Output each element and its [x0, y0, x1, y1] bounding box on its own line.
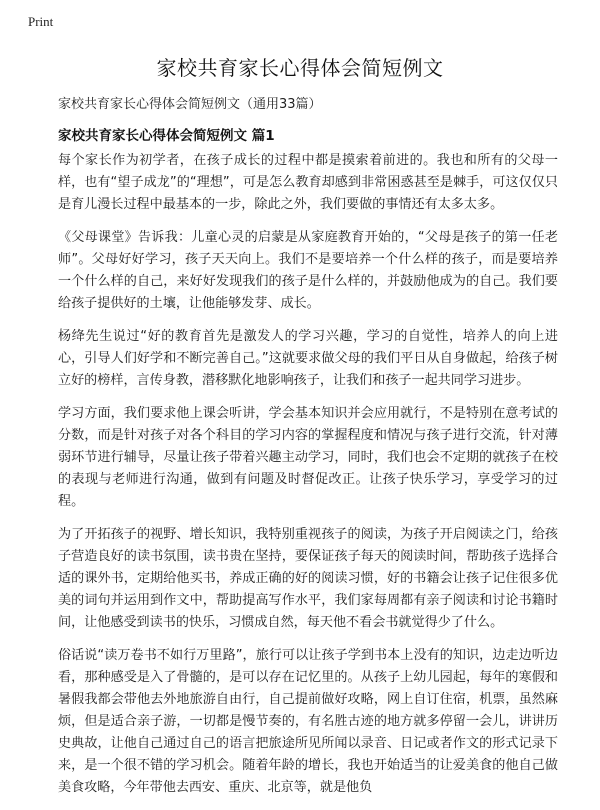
paragraph: 杨绛先生说过“好的教育首先是激发人的学习兴趣，学习的自觉性，培养人的向上进心，引导人们好学和不断完善自己。”这就要求做父母的我们平日从自身做起，给孩子树立好的榜样，言传身教，潜移默化地影响孩子，让我们和孩子一起共同学习进步。: [58, 329, 558, 388]
print-label[interactable]: Print: [28, 14, 54, 29]
paragraph: 每个家长作为初学者，在孩子成长的过程中都是摸索着前进的。我也和所有的父母一样，也有“望子成龙”的“理想”，可是怎么教育却感到非常困惑甚至是棘手，可这仅仅只是育儿漫长过程中最基本的一步，除此之外，我们要做的事情还有太多太多。: [58, 153, 558, 212]
document-subtitle: 家校共育家长心得体会简短例文（通用33篇）: [58, 97, 322, 112]
paragraph: 学习方面，我们要求他上课会听讲，学会基本知识并会应用就行，不是特别在意考试的分数，而是针对孩子对各个科目的学习内容的掌握程度和情况与孩子进行交流，针对薄弱环节进行辅导，尽量让孩子带着兴趣主动学习，同时，我们也会不定期的就孩子在校的表现与老师进行沟通，做到有问题及时督促改正。让孩子快乐学习，享受学习的过程。: [58, 406, 558, 509]
paragraph: 俗话说“读万卷书不如行万里路”，旅行可以让孩子学到书本上没有的知识，边走边听边看，那种感受是入了骨髓的，是可以存在记忆里的。从孩子上幼儿园起，每年的寒假和暑假我都会带他去外地旅游自由行，自己提前做好攻略，网上自订住宿，机票，虽然麻烦，但是适合亲子游，一切都是慢节奏的，有名胜古迹的地方就多停留一会儿，讲讲历史典故，让他自己通过自己的语言把旅途所见所闻以录音、日记或者作文的形式记录下来，是一个很不错的学习机会。随着年龄的增长，我也开始适当的让爱美食的他自己做美食攻略，今年带他去西安、重庆、北京等，就是他负: [58, 648, 558, 795]
article-body: [58, 150, 558, 810]
page-title: 家校共育家长心得体会简短例文: [156, 56, 444, 80]
section-heading: 家校共育家长心得体会简短例文 篇1: [58, 128, 275, 144]
paragraph: 为了开拓孩子的视野、增长知识，我特别重视孩子的阅读，为孩子开启阅读之门，给孩子营造良好的读书氛围，读书贵在坚持，要保证孩子每天的阅读时间，帮助孩子选择合适的课外书，定期给他买书，养成正确的好的阅读习惯，好的书籍会让孩子记住很多优美的词句并运用到作文中，帮助提高写作水平，我们家每周都有亲子阅读和讨论书籍时间，让他感受到读书的快乐，习惯成自然，每天他不看会书就觉得少了什么。: [58, 527, 558, 630]
paragraph: 《父母课堂》告诉我：儿童心灵的启蒙是从家庭教育开始的，“父母是孩子的第一任老师”。父母好好学习，孩子天天向上。我们不是要培养一个什么样的孩子，而是要培养一个什么样的自己，来好好发现我们的孩子是什么样的，并鼓励他成为的自己。我们要给孩子提供好的土壤，让他能够发芽、成长。: [58, 230, 558, 311]
